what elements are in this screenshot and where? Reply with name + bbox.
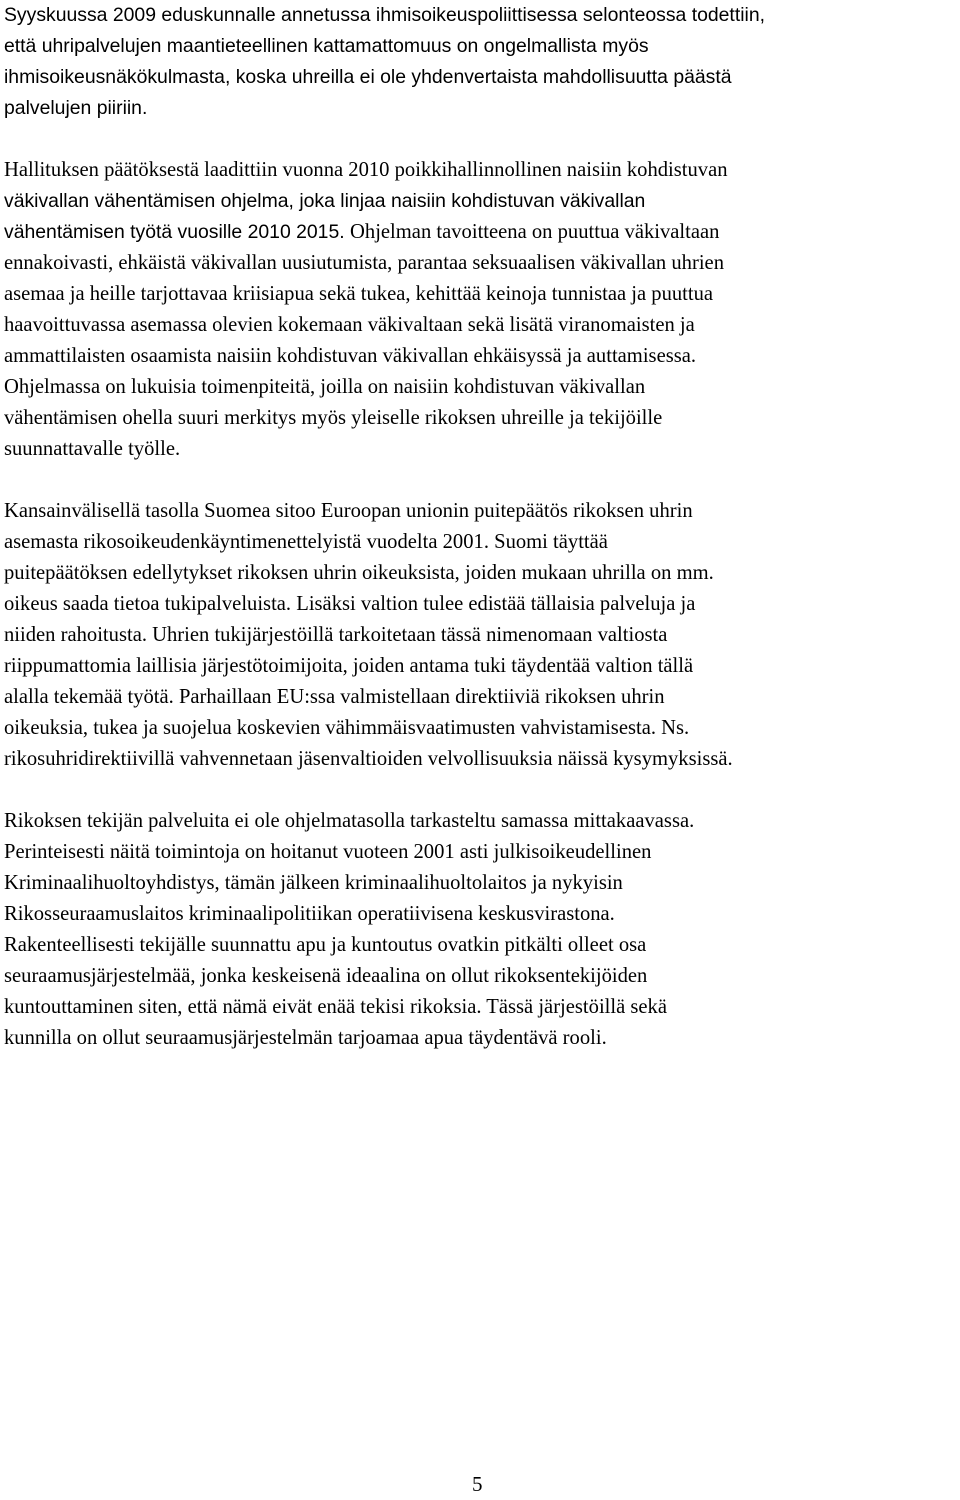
text-line	[4, 837, 958, 868]
text-segment: Ohjelmassa on lukuisia toimenpiteitä, joilla on naisiin kohdistuvan väkivallan	[4, 376, 646, 398]
text-line	[4, 961, 958, 992]
text-line	[4, 434, 958, 465]
text-line	[4, 992, 958, 1023]
text-line	[4, 31, 958, 62]
text-segment: kuntouttaminen siten, että nämä eivät enää tekisi rikoksia. Tässä järjestöillä sekä	[4, 996, 667, 1018]
text-line	[4, 155, 958, 186]
text-segment: oikeus saada tietoa tukipalveluista. Lisäksi valtion tulee edistää tällaisia palveluja ja	[4, 593, 696, 615]
text-line	[4, 744, 958, 775]
paragraph	[4, 155, 958, 465]
paragraph	[4, 496, 958, 775]
text-segment: Syyskuussa 2009 eduskunnalle annetussa ihmisoikeuspoliittisessa selonteossa todettiin,	[4, 4, 765, 26]
text-line	[4, 589, 958, 620]
text-line	[4, 403, 958, 434]
text-segment: rikosuhridirektiivillä vahvennetaan jäsenvaltioiden velvollisuuksia näissä kysymyksissä.	[4, 748, 733, 770]
text-segment: Kansainvälisellä tasolla Suomea sitoo Euroopan unionin puitepäätös rikoksen uhrin	[4, 500, 693, 522]
text-line	[4, 930, 958, 961]
body-text	[4, 0, 958, 1054]
paragraph	[4, 0, 958, 124]
document-page	[4, 0, 958, 1054]
paragraph-gap	[4, 775, 958, 806]
text-segment: että uhripalvelujen maantieteellinen kattamattomuus on ongelmallista myös	[4, 35, 649, 57]
text-line	[4, 713, 958, 744]
text-segment: Rakenteellisesti tekijälle suunnattu apu ja kuntoutus ovatkin pitkälti olleet osa	[4, 934, 647, 956]
text-line	[4, 899, 958, 930]
text-segment: asemasta rikosoikeudenkäyntimenettelyistä vuodelta 2001. Suomi täyttää	[4, 531, 608, 553]
text-segment: kunnilla on ollut seuraamusjärjestelmän tarjoamaa apua täydentävä rooli.	[4, 1027, 607, 1049]
text-segment: Rikoksen tekijän palveluita ei ole ohjelmatasolla tarkasteltu samassa mittakaavassa.	[4, 810, 695, 832]
text-line	[4, 248, 958, 279]
text-line	[4, 1023, 958, 1054]
text-line	[4, 186, 958, 217]
text-line	[4, 217, 958, 248]
text-segment: seuraamusjärjestelmää, jonka keskeisenä ideaalina on ollut rikoksentekijöiden	[4, 965, 648, 987]
text-line	[4, 682, 958, 713]
text-segment: Hallituksen päätöksestä laadittiin vuonna 2010 poikkihallinnollinen naisiin kohdistuvan	[4, 159, 728, 181]
text-line	[4, 806, 958, 837]
text-segment: ammattilaisten osaamista naisiin kohdistuvan väkivallan ehkäisyssä ja auttamisessa.	[4, 345, 697, 367]
text-line	[4, 93, 958, 124]
text-segment: Ohjelman tavoitteena on puuttua väkivaltaan	[350, 221, 720, 243]
text-line	[4, 527, 958, 558]
text-segment: Rikosseuraamuslaitos kriminaalipolitiikan operatiivisena keskusvirastona.	[4, 903, 615, 925]
text-segment: niiden rahoitusta. Uhrien tukijärjestöillä tarkoitetaan tässä nimenomaan valtiosta	[4, 624, 668, 646]
paragraph-gap	[4, 124, 958, 155]
text-segment: ihmisoikeusnäkökulmasta, koska uhreilla ei ole yhdenvertaista mahdollisuutta päästä	[4, 66, 732, 88]
text-segment: ennakoivasti, ehkäistä väkivallan uusiutumista, parantaa seksuaalisen väkivallan uhrien	[4, 252, 724, 274]
text-segment: oikeuksia, tukea ja suojelua koskevien vähimmäisvaatimusten vahvistamisesta. Ns.	[4, 717, 690, 739]
paragraph-gap	[4, 465, 958, 496]
text-line	[4, 0, 958, 31]
text-segment: Kriminaalihuoltoyhdistys, tämän jälkeen kriminaalihuoltolaitos ja nykyisin	[4, 872, 623, 894]
text-line	[4, 279, 958, 310]
text-segment: puitepäätöksen edellytykset rikoksen uhrin oikeuksista, joiden mukaan uhrilla on mm.	[4, 562, 714, 584]
text-segment: alalla tekemää työtä. Parhaillaan EU:ssa valmistellaan direktiiviä rikoksen uhrin	[4, 686, 665, 708]
text-line	[4, 620, 958, 651]
text-segment: suunnattavalle työlle.	[4, 438, 181, 460]
paragraph	[4, 806, 958, 1054]
text-segment: väkivallan vähentämisen ohjelma, joka linjaa naisiin kohdistuvan väkivallan	[4, 190, 646, 212]
text-line	[4, 651, 958, 682]
text-line	[4, 496, 958, 527]
text-line	[4, 62, 958, 93]
text-line	[4, 868, 958, 899]
page-number: 5	[472, 1472, 483, 1496]
text-segment: haavoittuvassa asemassa olevien kokemaan väkivaltaan sekä lisätä viranomaisten ja	[4, 314, 695, 336]
text-line	[4, 341, 958, 372]
text-line	[4, 558, 958, 589]
text-segment: palvelujen piiriin.	[4, 97, 148, 119]
text-line	[4, 372, 958, 403]
text-segment: vähentämisen työtä vuosille 2010 2015.	[4, 221, 351, 243]
text-line	[4, 310, 958, 341]
text-segment: Perinteisesti näitä toimintoja on hoitanut vuoteen 2001 asti julkisoikeudellinen	[4, 841, 652, 863]
text-segment: riippumattomia laillisia järjestötoimijoita, joiden antama tuki täydentää valtion tällä	[4, 655, 694, 677]
text-segment: vähentämisen ohella suuri merkitys myös yleiselle rikoksen uhreille ja tekijöille	[4, 407, 663, 429]
text-segment: asemaa ja heille tarjottavaa kriisiapua sekä tukea, kehittää keinoja tunnistaa ja puuttua	[4, 283, 714, 305]
